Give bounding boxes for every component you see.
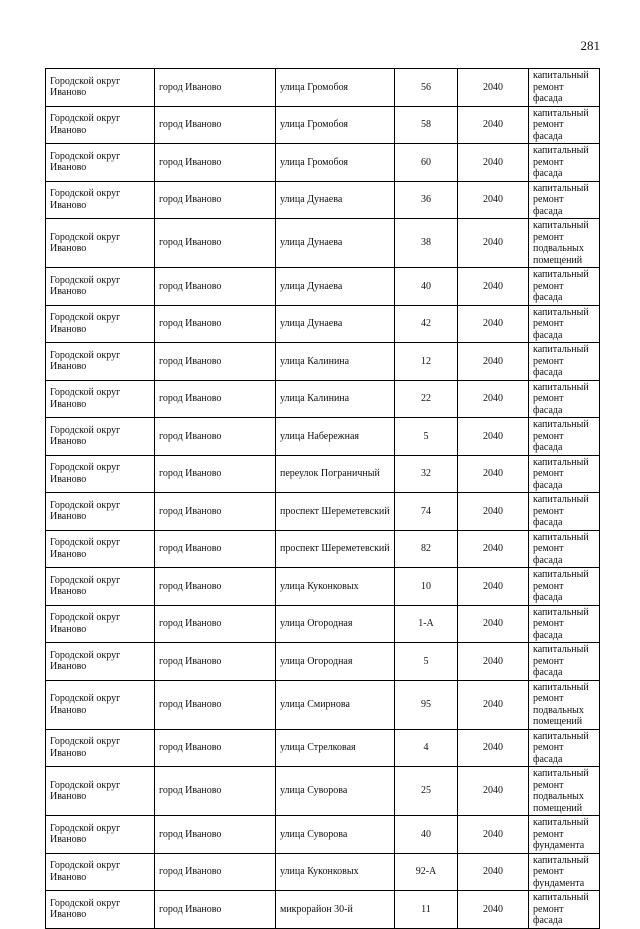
work-type-cell: капитальный ремонт фасада (529, 729, 600, 767)
street-cell: улица Калинина (276, 380, 395, 418)
street-cell: улица Калинина (276, 343, 395, 381)
house-number-cell: 74 (395, 493, 458, 531)
city-cell: город Иваново (155, 343, 276, 381)
city-cell: город Иваново (155, 305, 276, 343)
city-cell: город Иваново (155, 181, 276, 219)
table-row (46, 493, 600, 531)
street-cell: улица Суворова (276, 767, 395, 816)
year-cell: 2040 (458, 144, 529, 182)
work-type-cell: капитальный ремонт фасада (529, 181, 600, 219)
house-number-cell: 58 (395, 106, 458, 144)
table-row (46, 767, 600, 816)
table-row (46, 219, 600, 268)
year-cell: 2040 (458, 767, 529, 816)
work-type-cell: капитальный ремонт фасада (529, 380, 600, 418)
year-cell: 2040 (458, 530, 529, 568)
street-cell: улица Стрелковая (276, 729, 395, 767)
house-number-cell: 32 (395, 455, 458, 493)
house-number-cell: 82 (395, 530, 458, 568)
district-cell: Городской округ Иваново (46, 106, 155, 144)
street-cell: улица Набережная (276, 418, 395, 456)
street-cell: улица Дунаева (276, 219, 395, 268)
work-type-cell: капитальный ремонт фасада (529, 305, 600, 343)
table-row (46, 268, 600, 306)
district-cell: Городской округ Иваново (46, 816, 155, 854)
street-cell: улица Дунаева (276, 181, 395, 219)
work-type-cell: капитальный ремонт фасада (529, 568, 600, 606)
year-cell: 2040 (458, 380, 529, 418)
work-type-cell: капитальный ремонт фасада (529, 493, 600, 531)
table-body (46, 69, 600, 929)
table-row (46, 816, 600, 854)
year-cell: 2040 (458, 816, 529, 854)
work-type-cell: капитальный ремонт фасада (529, 643, 600, 681)
work-type-cell: капитальный ремонт фасада (529, 144, 600, 182)
work-type-cell: капитальный ремонт фасада (529, 106, 600, 144)
city-cell: город Иваново (155, 568, 276, 606)
house-number-cell: 25 (395, 767, 458, 816)
house-number-cell: 40 (395, 268, 458, 306)
work-type-cell: капитальный ремонт фасада (529, 268, 600, 306)
work-type-cell: капитальный ремонт подвальных помещений (529, 219, 600, 268)
house-number-cell: 5 (395, 643, 458, 681)
district-cell: Городской округ Иваново (46, 891, 155, 929)
work-type-cell: капитальный ремонт подвальных помещений (529, 680, 600, 729)
district-cell: Городской округ Иваново (46, 680, 155, 729)
year-cell: 2040 (458, 891, 529, 929)
year-cell: 2040 (458, 493, 529, 531)
year-cell: 2040 (458, 181, 529, 219)
street-cell: улица Дунаева (276, 305, 395, 343)
table-row (46, 305, 600, 343)
work-type-cell: капитальный ремонт фасада (529, 455, 600, 493)
table-row (46, 418, 600, 456)
city-cell: город Иваново (155, 605, 276, 643)
table-row (46, 605, 600, 643)
city-cell: город Иваново (155, 380, 276, 418)
table-row (46, 530, 600, 568)
district-cell: Городской округ Иваново (46, 343, 155, 381)
year-cell: 2040 (458, 680, 529, 729)
street-cell: улица Смирнова (276, 680, 395, 729)
city-cell: город Иваново (155, 530, 276, 568)
street-cell: улица Суворова (276, 816, 395, 854)
house-number-cell: 38 (395, 219, 458, 268)
year-cell: 2040 (458, 568, 529, 606)
city-cell: город Иваново (155, 144, 276, 182)
table-row (46, 343, 600, 381)
city-cell: город Иваново (155, 680, 276, 729)
table-row (46, 144, 600, 182)
street-cell: улица Громобоя (276, 106, 395, 144)
district-cell: Городской округ Иваново (46, 455, 155, 493)
street-cell: проспект Шереметевский (276, 530, 395, 568)
table-row (46, 891, 600, 929)
city-cell: город Иваново (155, 69, 276, 107)
district-cell: Городской округ Иваново (46, 853, 155, 891)
work-type-cell: капитальный ремонт фасада (529, 605, 600, 643)
year-cell: 2040 (458, 305, 529, 343)
house-number-cell: 95 (395, 680, 458, 729)
district-cell: Городской округ Иваново (46, 181, 155, 219)
house-number-cell: 12 (395, 343, 458, 381)
year-cell: 2040 (458, 455, 529, 493)
work-type-cell: капитальный ремонт фасада (529, 343, 600, 381)
district-cell: Городской округ Иваново (46, 643, 155, 681)
table-row (46, 455, 600, 493)
city-cell: город Иваново (155, 106, 276, 144)
work-type-cell: капитальный ремонт фундамента (529, 853, 600, 891)
district-cell: Городской округ Иваново (46, 219, 155, 268)
house-number-cell: 10 (395, 568, 458, 606)
table-row (46, 643, 600, 681)
house-number-cell: 40 (395, 816, 458, 854)
street-cell: улица Огородная (276, 605, 395, 643)
house-number-cell: 56 (395, 69, 458, 107)
street-cell: улица Куконковых (276, 568, 395, 606)
house-number-cell: 92-А (395, 853, 458, 891)
district-cell: Городской округ Иваново (46, 530, 155, 568)
city-cell: город Иваново (155, 767, 276, 816)
city-cell: город Иваново (155, 418, 276, 456)
city-cell: город Иваново (155, 853, 276, 891)
table-row (46, 680, 600, 729)
street-cell: улица Громобоя (276, 69, 395, 107)
table-row (46, 853, 600, 891)
work-type-cell: капитальный ремонт фундамента (529, 816, 600, 854)
page-number: 281 (580, 38, 600, 53)
city-cell: город Иваново (155, 455, 276, 493)
street-cell: улица Дунаева (276, 268, 395, 306)
table-row (46, 729, 600, 767)
repair-schedule-table (45, 68, 600, 929)
city-cell: город Иваново (155, 493, 276, 531)
city-cell: город Иваново (155, 219, 276, 268)
district-cell: Городской округ Иваново (46, 568, 155, 606)
district-cell: Городской округ Иваново (46, 144, 155, 182)
city-cell: город Иваново (155, 268, 276, 306)
work-type-cell: капитальный ремонт фасада (529, 530, 600, 568)
year-cell: 2040 (458, 853, 529, 891)
house-number-cell: 5 (395, 418, 458, 456)
house-number-cell: 11 (395, 891, 458, 929)
house-number-cell: 42 (395, 305, 458, 343)
district-cell: Городской округ Иваново (46, 69, 155, 107)
house-number-cell: 60 (395, 144, 458, 182)
district-cell: Городской округ Иваново (46, 268, 155, 306)
table-row (46, 69, 600, 107)
house-number-cell: 36 (395, 181, 458, 219)
year-cell: 2040 (458, 643, 529, 681)
house-number-cell: 4 (395, 729, 458, 767)
district-cell: Городской округ Иваново (46, 729, 155, 767)
city-cell: город Иваново (155, 816, 276, 854)
table-row (46, 568, 600, 606)
district-cell: Городской округ Иваново (46, 418, 155, 456)
table-row (46, 380, 600, 418)
street-cell: микрорайон 30-й (276, 891, 395, 929)
year-cell: 2040 (458, 219, 529, 268)
street-cell: проспект Шереметевский (276, 493, 395, 531)
district-cell: Городской округ Иваново (46, 380, 155, 418)
year-cell: 2040 (458, 69, 529, 107)
table-row (46, 106, 600, 144)
year-cell: 2040 (458, 268, 529, 306)
district-cell: Городской округ Иваново (46, 493, 155, 531)
work-type-cell: капитальный ремонт фасада (529, 69, 600, 107)
table-row (46, 181, 600, 219)
city-cell: город Иваново (155, 643, 276, 681)
work-type-cell: капитальный ремонт подвальных помещений (529, 767, 600, 816)
street-cell: улица Огородная (276, 643, 395, 681)
city-cell: город Иваново (155, 729, 276, 767)
district-cell: Городской округ Иваново (46, 767, 155, 816)
year-cell: 2040 (458, 605, 529, 643)
year-cell: 2040 (458, 729, 529, 767)
house-number-cell: 22 (395, 380, 458, 418)
district-cell: Городской округ Иваново (46, 605, 155, 643)
year-cell: 2040 (458, 106, 529, 144)
work-type-cell: капитальный ремонт фасада (529, 891, 600, 929)
city-cell: город Иваново (155, 891, 276, 929)
year-cell: 2040 (458, 418, 529, 456)
work-type-cell: капитальный ремонт фасада (529, 418, 600, 456)
house-number-cell: 1-А (395, 605, 458, 643)
street-cell: улица Куконковых (276, 853, 395, 891)
year-cell: 2040 (458, 343, 529, 381)
street-cell: улица Громобоя (276, 144, 395, 182)
street-cell: переулок Пограничный (276, 455, 395, 493)
district-cell: Городской округ Иваново (46, 305, 155, 343)
